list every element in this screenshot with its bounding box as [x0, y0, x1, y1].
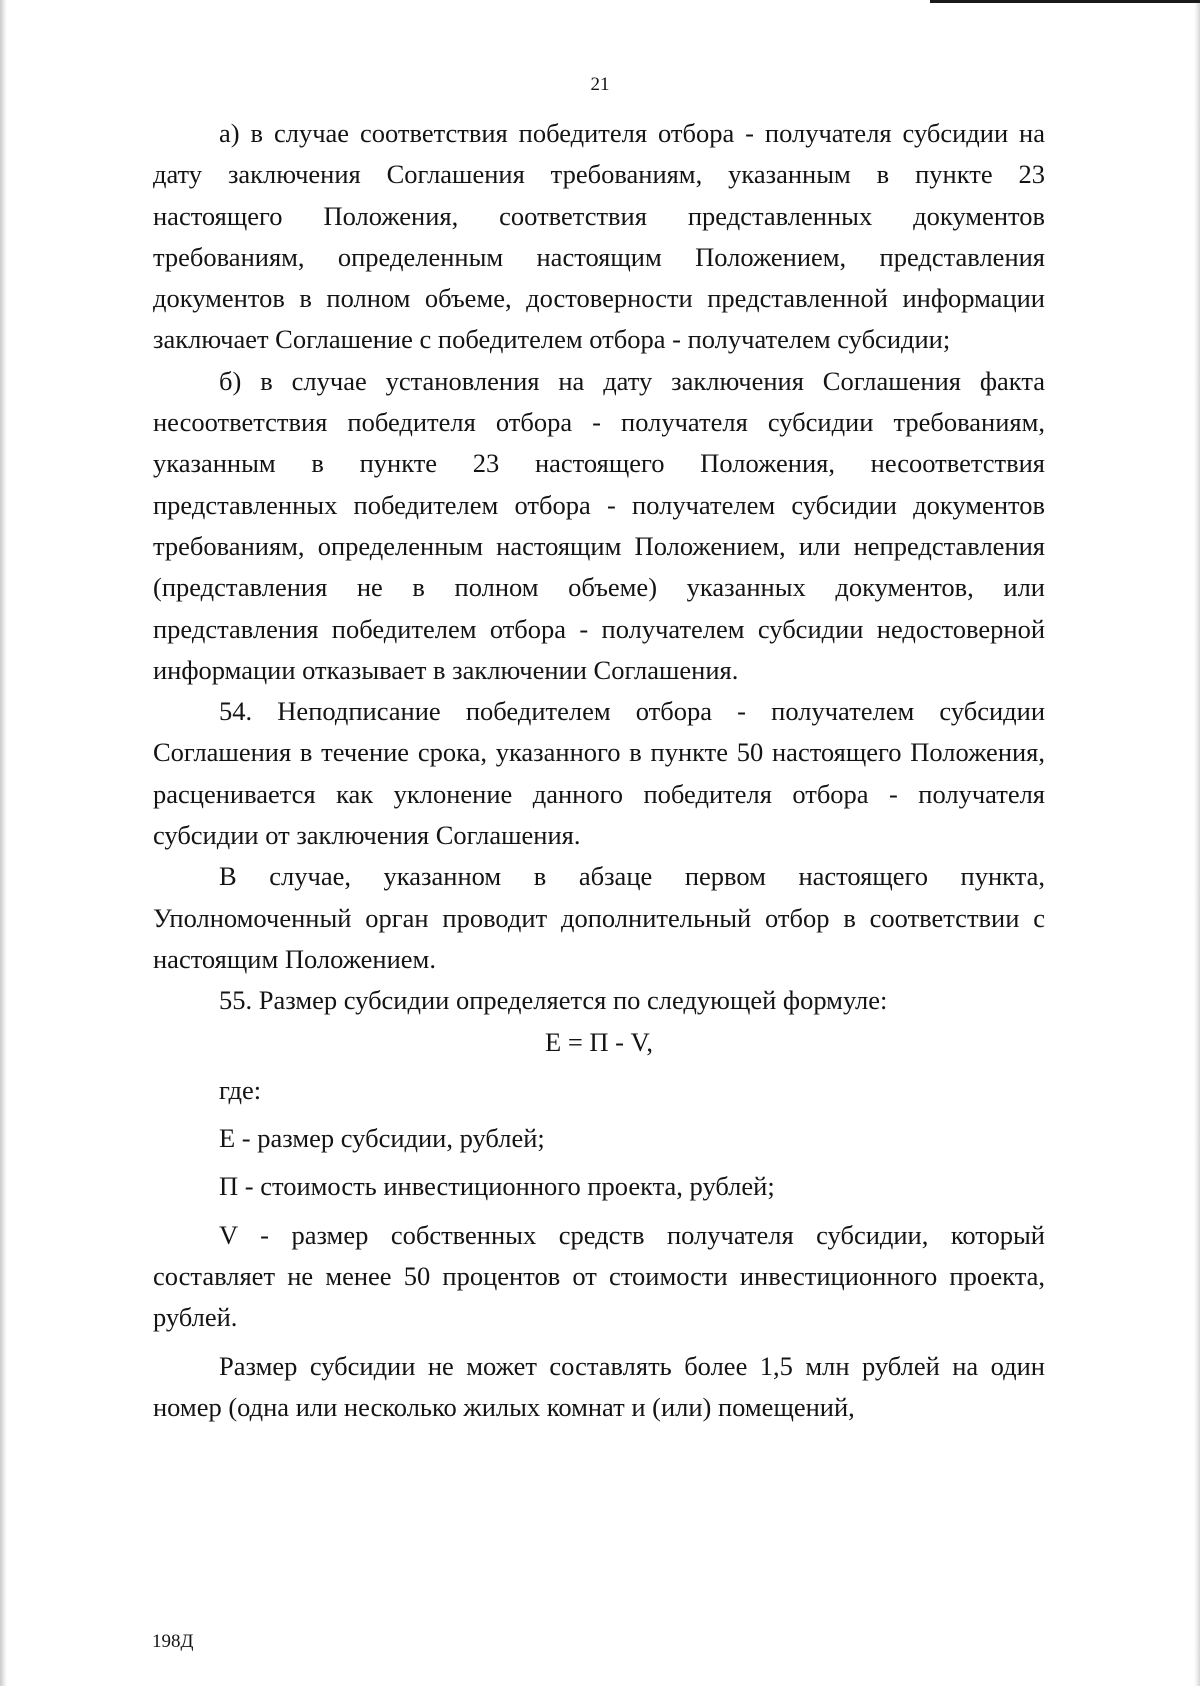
top-rule — [930, 0, 1200, 3]
definition-e: Е - размер субсидии, рублей; — [219, 1123, 545, 1154]
scan-right-edge — [1194, 0, 1200, 1686]
paragraph-54-second: В случае, указанном в абзаце первом настоящего пункта, Уполномоченный орган проводит дополнительный отбор в соответствии с настоящим Положением. — [153, 861, 1045, 974]
subsidy-formula: Е = П - V, — [545, 1026, 653, 1057]
closing-paragraph: Размер субсидии не может составлять более 1,5 млн рублей на один номер (одна или несколько жилых комнат и (или) помещений, — [153, 1350, 1045, 1422]
definition-where: где: — [219, 1074, 262, 1105]
definition-v: V - размер собственных средств получателя субсидии, который составляет не менее 50 процентов от стоимости инвестиционного проекта, рублей. — [153, 1219, 1045, 1333]
document-body — [153, 113, 1045, 1428]
paragraph-a: а) в случае соответствия победителя отбора - получателя субсидии на дату заключения Соглашения требованиям, указанным в пункте 23 настоящего Положения, соответствия представленных документов требованиям, определенным настоящим Положением, представления документов в полном объеме, достоверности представленной информации заключает Соглашение с победителем отбора - получателем субсидии; — [153, 118, 1045, 355]
paragraph-54: 54. Неподписание победителем отбора - получателем субсидии Соглашения в течение срока, указанного в пункте 50 настоящего Положения, расценивается как уклонение данного победителя отбора - получателя субсидии от заключения Соглашения. — [153, 696, 1045, 851]
footer-document-code: 198Д — [152, 1631, 194, 1652]
paragraph-b: б) в случае установления на дату заключения Соглашения факта несоответствия победителя отбора - получателя субсидии требованиям, указанным в пункте 23 настоящего Положения, несоответствия представленных победителем отбора - получателем субсидии документов требованиям, определенным настоящим Положением, или непредставления (представления не в полном объеме) указанных документов, или представления победителем отбора - получателем субсидии недостоверной информации отказывает в заключении Соглашения. — [153, 365, 1045, 685]
definition-p: П - стоимость инвестиционного проекта, рублей; — [219, 1171, 775, 1202]
scan-left-edge — [0, 0, 7, 1686]
page-number: 21 — [590, 74, 610, 95]
paragraph-55: 55. Размер субсидии определяется по следующей формуле: — [219, 985, 888, 1016]
